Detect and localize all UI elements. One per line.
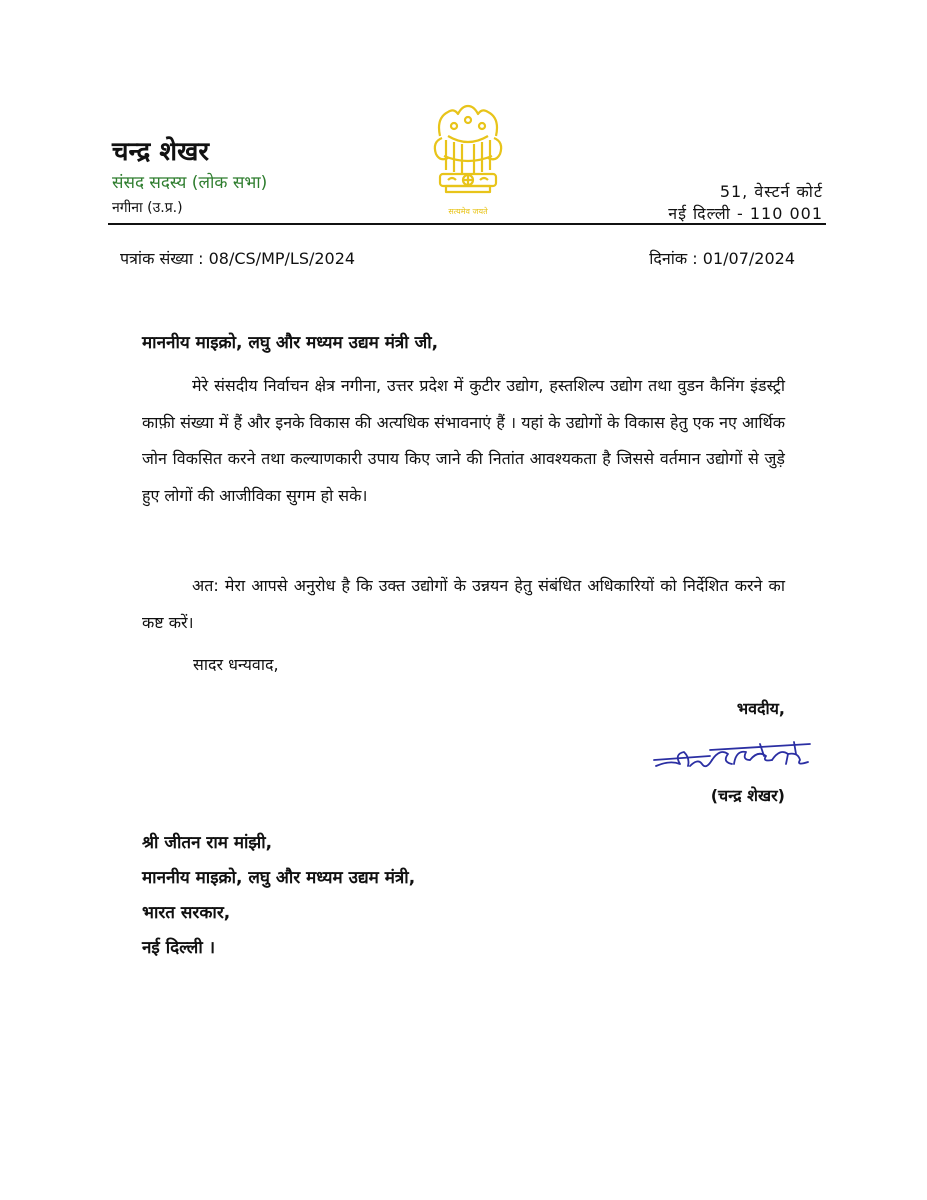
emblem-motto: सत्यमेव जयते [448,207,488,216]
body-paragraph-2: अत: मेरा आपसे अनुरोध है कि उक्त उद्योगों के उन्नयन हेतु संबंधित अधिकारियों को निर्देशित करने का कष्ट करें। [142,576,785,632]
body-paragraph-1: मेरे संसदीय निर्वाचन क्षेत्र नगीना, उत्तर प्रदेश में कुटीर उद्योग, हस्तशिल्प उद्योग तथा वुडन कैनिंग इंडस्ट्री काफ़ी संख्या में हैं और इनके विकास की अत्यधिक संभावनाएं हैं । यहां के उद्योगों के विकास हेतु एक नए आर्थिक जोन विकसित करने तथा कल्याणकारी उपाय किए जाने की नितांत आवश्यकता है जिससे वर्तमान उद्योगों से जुड़े हुए लोगों की आजीविका सुगम हो सके। [142,376,785,505]
header-divider [108,223,826,225]
closing-yours: भवदीय, [736,699,785,718]
addressee-line-3: भारत सरकार, [142,903,231,923]
addressee-line-1: श्री जीतन राम मांझी, [142,833,273,853]
reference-number: पत्रांक संख्या : 08/CS/MP/LS/2024 [120,249,356,268]
national-emblem-icon [418,96,518,220]
addressee-line-2: माननीय माइक्रो, लघु और मध्यम उद्यम मंत्री, [142,868,416,888]
sender-name: चन्द्र शेखर [112,137,209,167]
addressee-line-4: नई दिल्ली । [142,938,216,958]
letter-date: दिनांक : 01/07/2024 [649,249,795,268]
sender-designation: संसद सदस्य (लोक सभा) [112,173,268,193]
salutation: माननीय माइक्रो, लघु और मध्यम उद्यम मंत्री जी, [142,333,439,353]
handwritten-signature [650,730,815,780]
signatory-name: (चन्द्र शेखर) [710,786,785,805]
address-line-2: नई दिल्ली - 110 001 [668,204,823,223]
addressee-block [142,826,415,966]
sender-constituency: नगीना (उ.प्र.) [112,200,183,216]
thanks-line: सादर धन्यवाद, [193,655,279,674]
address-line-1: 51, वेस्टर्न कोर्ट [719,182,823,201]
